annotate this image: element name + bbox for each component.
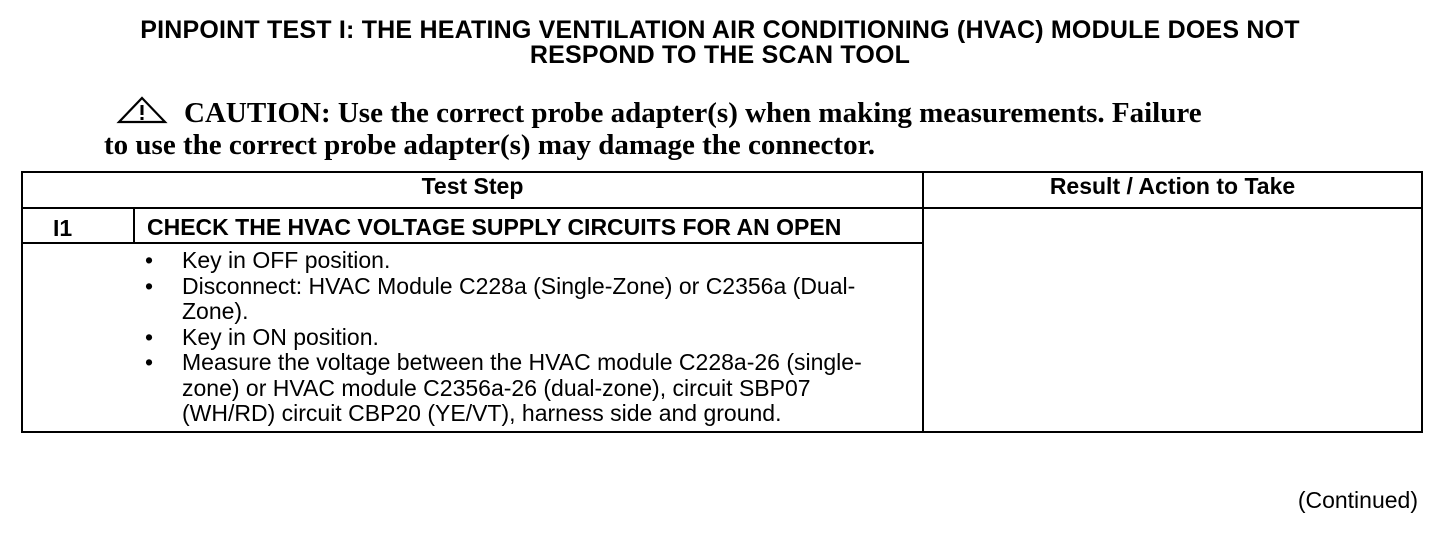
list-item [134, 350, 902, 427]
list-item-text: Key in ON position. [182, 323, 379, 350]
list-item [134, 274, 902, 325]
bullet-glyph: • [145, 323, 154, 350]
warning-triangle-icon [116, 96, 168, 124]
step-instructions-list [50, 244, 922, 431]
step-instructions-cell [134, 243, 923, 432]
continued-label: (Continued) [1297, 487, 1418, 513]
list-item-text: Disconnect: HVAC Module C228a (Single-Zone) or C2356a (Dual-Zone). [182, 272, 856, 324]
list-item [134, 248, 902, 274]
page-title-line-1: PINPOINT TEST I: THE HEATING VENTILATION AIR CONDITIONING (HVAC) MODULE DOES NOT [140, 16, 1300, 44]
table-header-row [22, 172, 1422, 208]
bullet-glyph: • [145, 349, 154, 375]
list-item-text: Measure the voltage between the HVAC module C228a-26 (single-zone) or HVAC module C2356a-26 (dual-zone), circuit SBP07 (WH/RD) circuit CBP20 (YE/VT), harness side and ground. [182, 349, 862, 426]
step-id: I1 [22, 208, 134, 243]
column-header-result-action: Result / Action to Take [923, 172, 1422, 208]
step-title: CHECK THE HVAC VOLTAGE SUPPLY CIRCUITS FOR AN OPEN [134, 208, 923, 243]
caution-text-line-2: to use the correct probe adapter(s) may damage the connector. [104, 129, 876, 161]
list-item-text: Key in OFF position. [182, 247, 391, 273]
page-title-line-2: RESPOND TO THE SCAN TOOL [529, 41, 911, 69]
table-row [22, 208, 1422, 243]
bullet-glyph: • [145, 272, 154, 299]
pinpoint-test-table [21, 171, 1423, 433]
bullet-glyph: • [145, 247, 154, 273]
page-title [0, 18, 1440, 68]
list-item [134, 325, 902, 351]
result-action-cell [923, 208, 1422, 432]
caution-text-line-1: CAUTION: Use the correct probe adapter(s) when making measurements. Failure [184, 97, 1202, 129]
caution-note [104, 96, 1354, 161]
column-header-test-step: Test Step [22, 172, 923, 208]
